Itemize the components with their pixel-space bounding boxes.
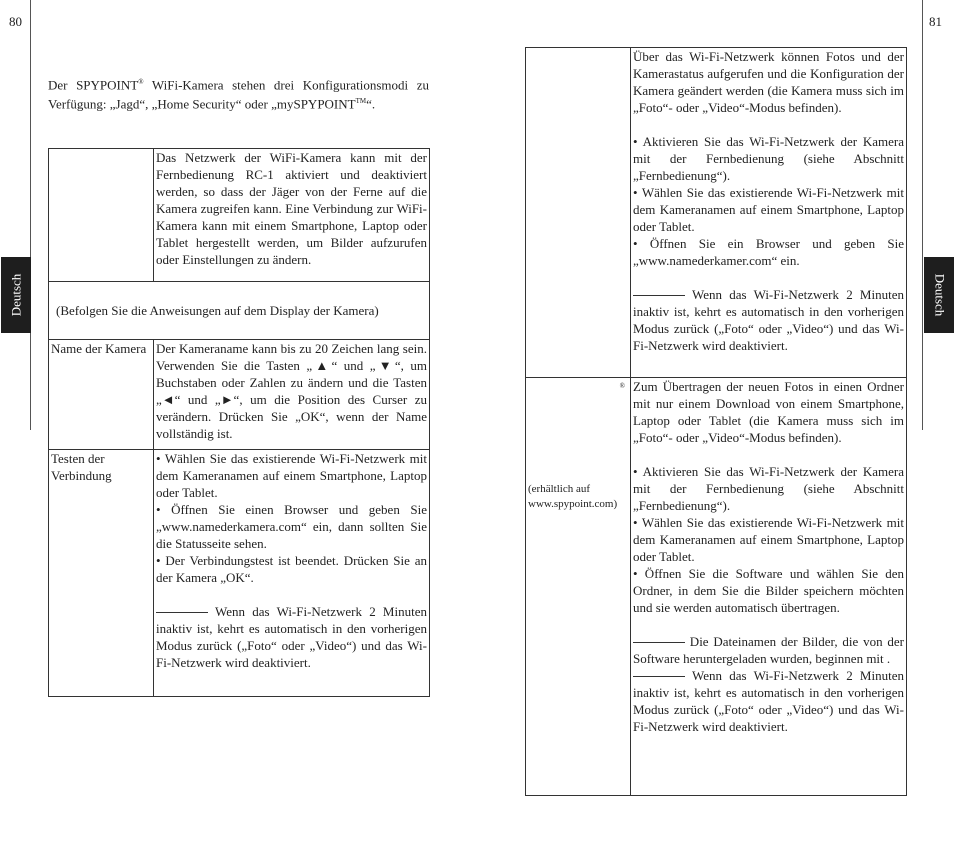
table-row bbox=[526, 48, 907, 378]
software-intro: Zum Übertragen der neuen Fotos in einen Ordner mit nur einem Download von einem Smartphone, Laptop oder Tablet (die Kamera muss sich im „Foto“- oder „Video“-Modus befinden). bbox=[633, 379, 904, 445]
step-bullet: • Wählen Sie das existierende Wi-Fi-Netzwerk mit dem Kameranamen auf einem Smartphone, Laptop oder Tablet. bbox=[156, 451, 427, 500]
display-instructions: (Befolgen Sie die Anweisungen auf dem Display der Kamera) bbox=[49, 282, 430, 340]
intro-text: WiFi-Kamera stehen drei Konfigurationsmodi zu Verfügung: „Jagd“, „Home Security“ oder „mySPYPOINT bbox=[48, 77, 429, 112]
note-label-line bbox=[633, 295, 685, 296]
wifi-config-table-left bbox=[48, 148, 430, 697]
margin-rule-right bbox=[922, 0, 923, 430]
step-bullet: • Aktivieren Sie das Wi-Fi-Netzwerk der Kamera mit der Fernbedienung (siehe Abschnitt „Fernbedienung“). bbox=[633, 134, 904, 183]
note-label-line bbox=[156, 612, 208, 613]
camera-name-label: Name der Kamera bbox=[49, 340, 154, 450]
step-bullet: • Wählen Sie das existierende Wi-Fi-Netzwerk mit dem Kameranamen auf einem Smartphone, Laptop oder Tablet. bbox=[633, 185, 904, 234]
page-number-left: 80 bbox=[9, 14, 22, 29]
intro-text: Der SPYPOINT bbox=[48, 77, 139, 93]
table-row bbox=[49, 282, 430, 340]
software-label-cell bbox=[526, 378, 631, 796]
step-bullet: • Öffnen Sie ein Browser und geben Sie „www.namederkamer.com“ ein. bbox=[633, 236, 904, 268]
note-text: Wenn das Wi-Fi-Netzwerk 2 Minuten inaktiv ist, kehrt es automatisch in den vorherigen Modus zurück („Foto“ oder „Video“) und das Wi-Fi-Netzwerk wird deaktiviert. bbox=[156, 604, 427, 670]
trademark-mark: TM bbox=[355, 97, 367, 106]
wifi-mode-description: Das Netzwerk der WiFi-Kamera kann mit der Fernbedienung RC-1 aktiviert und deaktiviert werden, so dass der Jäger von der Ferne auf die Kamera zugreifen kann. Eine Verbindung zur WiFi-Kamera kann mit einem Smartphone, Laptop oder Tablet hergestellt werden, um Bilder aufzurufen oder Einstellungen zu ändern. bbox=[154, 149, 430, 282]
intro-text: “. bbox=[366, 96, 376, 112]
page-number-right: 81 bbox=[929, 14, 942, 29]
table-row bbox=[49, 450, 430, 697]
language-tab-label: Deutsch bbox=[932, 273, 948, 317]
registered-mark: ® bbox=[619, 382, 625, 390]
step-bullet: • Öffnen Sie einen Browser und geben Sie „www.namederkamera.com“ ein, dann sollten Sie die Statusseite sehen. bbox=[156, 502, 427, 551]
language-tab-left bbox=[1, 257, 31, 333]
note bbox=[633, 633, 904, 667]
note-label-line bbox=[633, 676, 685, 677]
table-row bbox=[526, 378, 907, 796]
step-bullet: • Wählen Sie das existierende Wi-Fi-Netzwerk mit dem Kameranamen auf einem Smartphone, Laptop oder Tablet. bbox=[633, 515, 904, 564]
table-row bbox=[49, 340, 430, 450]
web-access-intro: Über das Wi-Fi-Netzwerk können Fotos und der Kamerastatus aufgerufen und die Konfiguration der Kamera geändert werden (die Kamera muss sich im „Foto“- oder „Video“-Modus befinden). bbox=[633, 49, 904, 115]
camera-name-description: Der Kameraname kann bis zu 20 Zeichen lang sein. Verwenden Sie die Tasten „▲“ und „▼“, um Buchstaben oder Zahlen zu ändern und die Tasten „◄“ und „►“, um die Position des Curser zu verändern. Drücken Sie „OK“, wenn der Name vollständig ist. bbox=[154, 340, 430, 450]
web-access-description bbox=[631, 48, 907, 378]
note-text: Die Dateinamen der Bilder, die von der Software heruntergeladen wurden, beginnen mit . bbox=[633, 634, 904, 666]
connection-test-description bbox=[154, 450, 430, 697]
table-row bbox=[49, 149, 430, 282]
margin-rule-left bbox=[30, 0, 31, 430]
note-label-line bbox=[633, 642, 685, 643]
step-bullet: • Öffnen Sie die Software und wählen Sie den Ordner, in dem Sie die Bilder speichern möchten und sie werden automatisch übertragen. bbox=[633, 566, 904, 615]
note-text: Wenn das Wi-Fi-Netzwerk 2 Minuten inaktiv ist, kehrt es automatisch in den vorherigen Modus zurück („Foto“ oder „Video“) und das Wi-Fi-Netzwerk wird deaktiviert. bbox=[633, 287, 904, 353]
note bbox=[156, 603, 427, 671]
step-bullet: • Der Verbindungstest ist beendet. Drücken Sie an der Kamera „OK“. bbox=[156, 553, 427, 585]
row-label-empty bbox=[49, 149, 154, 282]
software-availability: (erhältlich auf www.spypoint.com) bbox=[528, 483, 618, 510]
row-label-empty bbox=[526, 48, 631, 378]
note-text: Wenn das Wi-Fi-Netzwerk 2 Minuten inaktiv ist, kehrt es automatisch in den vorherigen Modus zurück („Foto“ oder „Video“) und das Wi-Fi-Netzwerk wird deaktiviert. bbox=[633, 668, 904, 734]
note bbox=[633, 286, 904, 354]
language-tab-right bbox=[924, 257, 954, 333]
note bbox=[633, 667, 904, 735]
registered-mark: ® bbox=[138, 78, 144, 86]
step-bullet: • Aktivieren Sie das Wi-Fi-Netzwerk der Kamera mit der Fernbedienung (siehe Abschnitt „Fernbedienung“). bbox=[633, 464, 904, 513]
language-tab-label: Deutsch bbox=[8, 273, 24, 317]
connection-test-label: Testen der Verbindung bbox=[49, 450, 154, 697]
software-transfer-description bbox=[631, 378, 907, 796]
intro-paragraph bbox=[48, 74, 429, 113]
wifi-config-table-right bbox=[525, 47, 907, 796]
